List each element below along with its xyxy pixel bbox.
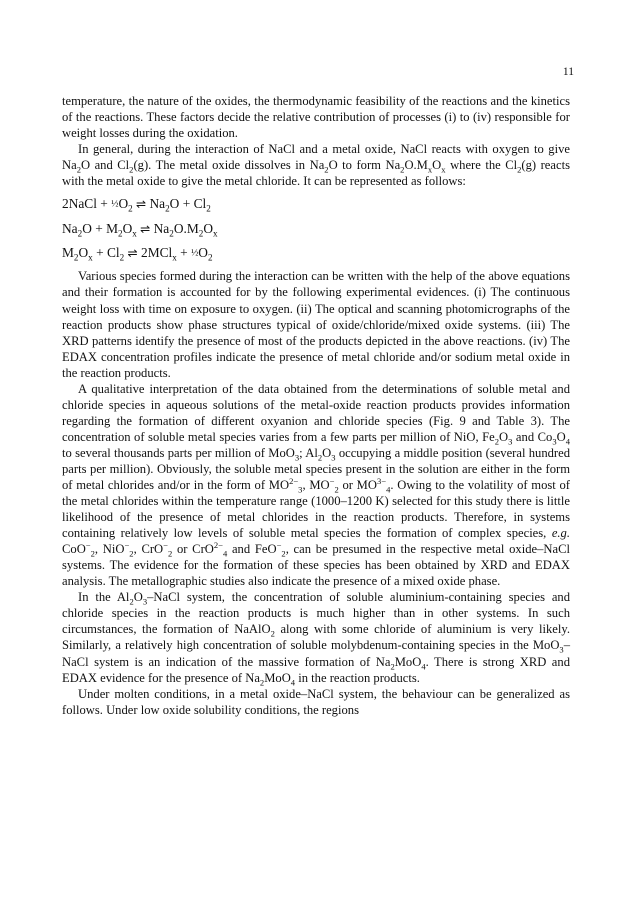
paragraph-6: Under molten conditions, in a metal oxide–NaCl system, the behaviour can be generalized as follows. Under low oxide solubility conditions, the regions bbox=[62, 686, 570, 717]
reaction-equations bbox=[62, 192, 570, 265]
body-text bbox=[62, 93, 570, 718]
paragraph-1: temperature, the nature of the oxides, the thermodynamic feasibility of the reactions and the kinetics of the reactions. These factors decide the relative contribution of processes (i) to (iv) responsible for weight losses during the oxidation. bbox=[62, 94, 570, 141]
paragraph-2: In general, during the interaction of NaCl and a metal oxide, NaCl reacts with oxygen to give $Na_2O$ and $Cl_2(g)$. The metal oxide dissolves in $Na_2O$ to form $Na_2O.M_xO_x$ where the $Cl_2(g)$ reacts with the metal oxide to give the metal chloride. It can be represented as follows: bbox=[62, 142, 570, 189]
equilibrium-arrow-icon: ⇌ bbox=[136, 197, 147, 212]
paragraph-5: In the $Al_2O_3$–NaCl system, the concentration of soluble aluminium-containing species and chloride species in the reaction products is much higher than in other systems. In such circumstances, the formation of NaAlO$_2$ along with some chloride of aluminium is very likely. Similarly, a relatively high concentration of soluble molybdenum-containing species in the MoO$_3$–NaCl system is an indication of the massive formation of $Na_2MoO_4$. There is strong XRD and EDAX evidence for the presence of $Na_2MoO_4$ in the reaction products. bbox=[62, 590, 570, 688]
paragraph-4: A qualitative interpretation of the data obtained from the determinations of soluble metal and chloride species in aqueous solutions of the metal-oxide reaction products provides information regarding the formation of different oxyanion and chloride species (Fig. 9 and Table 3). The concentration of soluble metal species varies from a few parts per million of NiO, $Fe_2O_3$ and $Co_3O_4$ to several thousands parts per million of MoO$_3$; $Al_2O_3$ occupying a middle position (several hundred parts per million). Obviously, the soluble metal species present in the solution are either in the form of metal chlorides and/or in the form of $MO^{2-}_3$, $MO^-_2$ or $MO^{3-}_4$. Owing to the volatility of most of the metal chlorides within the temperature range (1000–1200 K) selected for this study there is little likelihood of the presence of metal chlorides in the reaction products. Therefore, in systems containing relatively low levels of soluble metal species the formation of complex species, e.g. CoO−$_2$, NiO−$_2$, CrO−$_2$ or CrO$^{2-}_4$ and FeO−$_2$, can be presumed in the respective metal oxide–NaCl systems. The evidence for the formation of these species has been obtained by XRD and EDAX analysis. The metallographic studies also indicate the presence of a mixed oxide phase. bbox=[62, 381, 570, 589]
equilibrium-arrow-icon: ⇌ bbox=[127, 245, 138, 260]
equation-1: 2NaCl + $\frac{1}{2}O_2$ ⇌ $Na_2O + Cl_2$ bbox=[62, 196, 211, 214]
equation-3: $M_2O_x + Cl_2$ ⇌ $2MCl_x + \frac{1}{2}O_2$ bbox=[62, 244, 213, 263]
page-number: 11 bbox=[562, 66, 574, 78]
equation-2: $Na_2O + M_2O_x$ ⇌ $Na_2O.M_2O_x$ bbox=[62, 220, 218, 239]
equilibrium-arrow-icon: ⇌ bbox=[140, 221, 151, 236]
paragraph-3: Various species formed during the interaction can be written with the help of the above equations and their formation is accounted for by the following experimental evidences. (i) The continuous weight loss with time on exposure to oxygen. (ii) The optical and scanning photomicrographs of the reaction products show phase structures typical of oxide/chloride/mixed oxide systems. (iii) The XRD patterns identify the presence of most of the products depicted in the above reactions. (iv) The EDAX concentration profiles indicate the presence of metal chloride and/or sodium metal oxide in the reaction products. bbox=[62, 269, 570, 380]
